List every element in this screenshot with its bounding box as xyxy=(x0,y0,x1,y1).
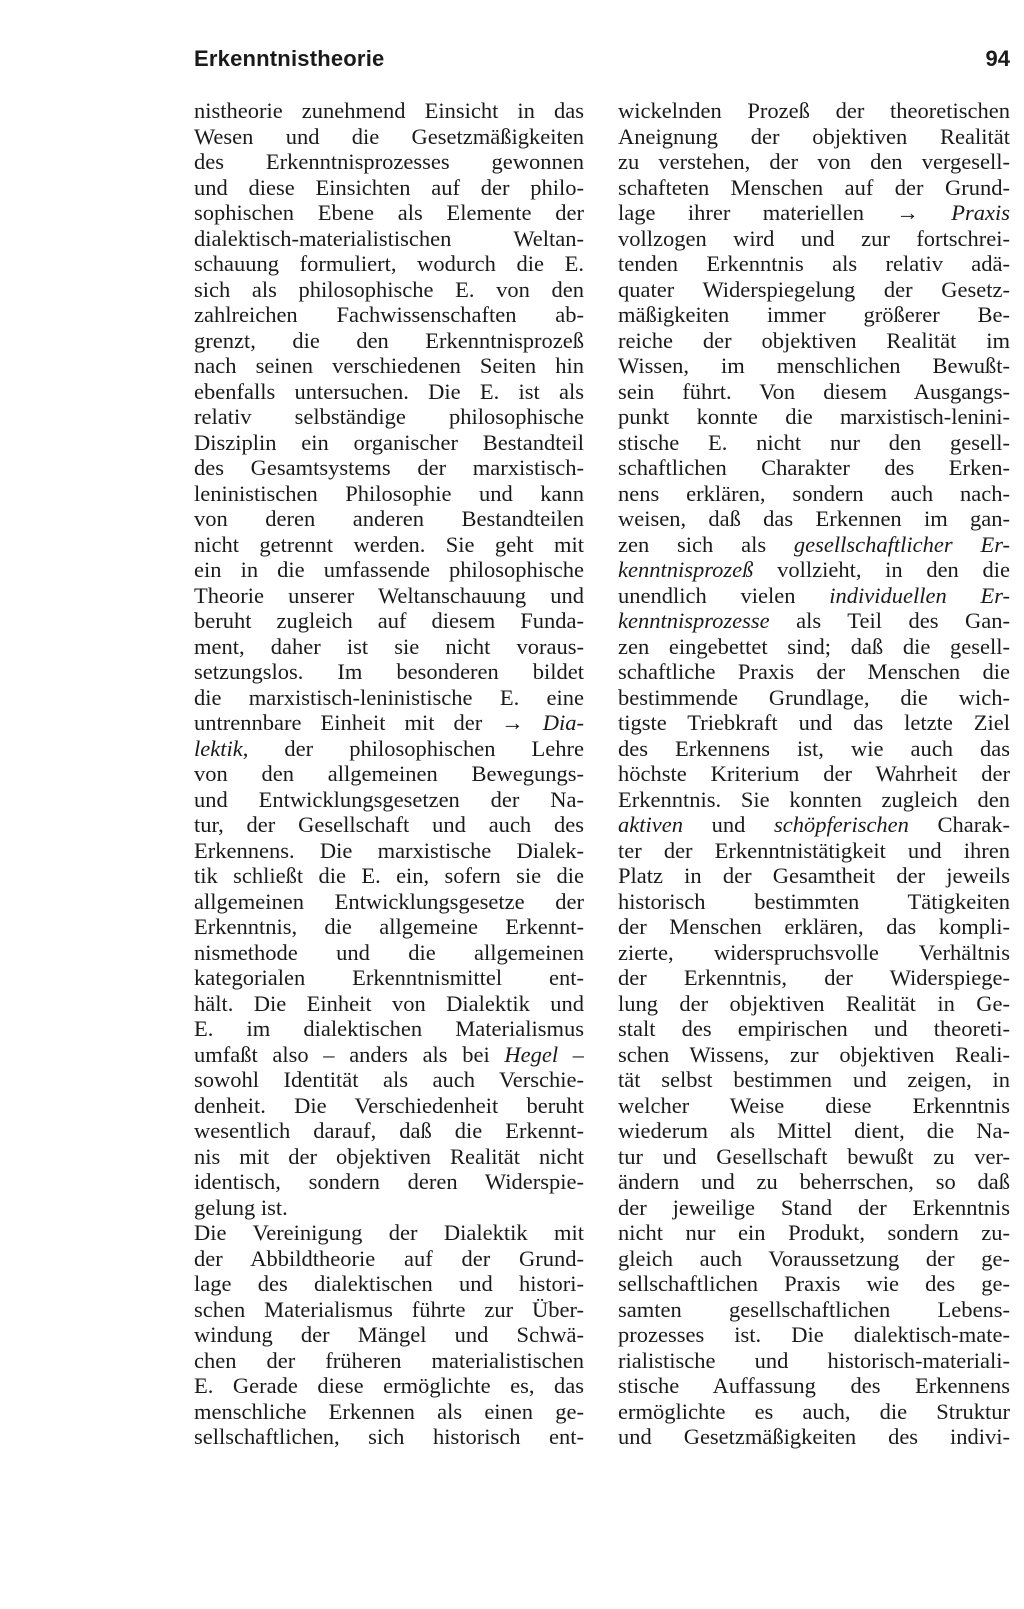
line-text: hält. Die Einheit von Dialektik und xyxy=(194,990,584,1016)
line-text: windung der Mängel und Schwä- xyxy=(194,1322,584,1347)
line-text: und Entwicklungsgesetzen der Na- xyxy=(194,786,584,812)
text-line xyxy=(194,404,584,430)
text-line xyxy=(618,1195,1010,1221)
line-text: kategorialen Erkenntnismittel ent- xyxy=(194,965,584,990)
line-text: wickelnden Prozeß der theoretischen xyxy=(618,98,1010,123)
line-text: samten gesellschaftlichen Lebens- xyxy=(618,1296,1010,1322)
text-line xyxy=(194,965,584,991)
line-text: beruht zugleich auf diesem Funda- xyxy=(194,608,584,633)
line-text: stalt des empirischen und theoreti- xyxy=(618,1016,1010,1041)
text-line xyxy=(194,736,584,762)
text-line xyxy=(618,557,1010,583)
text-line xyxy=(618,1093,1010,1119)
text-line xyxy=(618,761,1010,787)
page-number: 94 xyxy=(985,46,1010,71)
text-line xyxy=(194,1093,584,1119)
text-line xyxy=(618,812,1010,838)
italic-term: Praxis xyxy=(951,200,1010,225)
line-text: der Abbildtheorie auf der Grund- xyxy=(194,1245,584,1271)
italic-term: kenntnisprozesse xyxy=(618,608,770,633)
text-line xyxy=(618,685,1010,711)
line-text: unendlich vielen xyxy=(618,582,830,608)
line-text: chen der früheren materialistischen xyxy=(194,1347,584,1373)
line-text: ermöglichte es auch, die Struktur xyxy=(618,1398,1010,1424)
text-line xyxy=(618,965,1010,991)
line-text: allgemeinen Entwicklungsgesetze der xyxy=(194,888,584,914)
line-text: und diese Einsichten auf der philo- xyxy=(194,174,584,200)
text-line xyxy=(194,430,584,456)
text-line xyxy=(194,710,584,736)
text-line xyxy=(194,1297,584,1323)
text-line xyxy=(618,1271,1010,1297)
text-line xyxy=(618,226,1010,252)
text-line xyxy=(194,940,584,966)
line-text: grenzt, die den Erkenntnisprozeß xyxy=(194,327,584,353)
line-text: Wissen, im menschlichen Bewußt- xyxy=(618,353,1010,378)
italic-term: gesellschaftlicher Er- xyxy=(793,531,1010,557)
line-text: gleich auch Voraussetzung der ge- xyxy=(618,1245,1010,1271)
line-text: Disziplin ein organischer Bestandteil xyxy=(194,429,584,455)
line-text: historisch bestimmten Tätigkeiten xyxy=(618,888,1010,914)
text-line xyxy=(194,481,584,507)
text-line xyxy=(618,940,1010,966)
italic-term: lektik xyxy=(194,735,243,761)
line-text: sophischen Ebene als Elemente der xyxy=(194,200,584,225)
running-head xyxy=(194,46,1010,78)
text-line xyxy=(618,302,1010,328)
line-text: stische Auffassung des Erkennens xyxy=(618,1373,1010,1398)
text-line xyxy=(194,863,584,889)
line-text: tenden Erkenntnis als relativ adä- xyxy=(618,251,1010,276)
text-line xyxy=(194,200,584,226)
line-text: vollzieht, in den die xyxy=(753,557,1010,582)
line-text: identisch, sondern deren Widerspie- xyxy=(194,1169,584,1194)
text-line xyxy=(194,787,584,813)
line-text: denheit. Die Verschiedenheit beruht xyxy=(194,1092,584,1118)
line-text: sein führt. Von diesem Ausgangs- xyxy=(618,378,1010,404)
text-line xyxy=(618,1424,1010,1450)
text-line xyxy=(194,1169,584,1195)
line-text: dialektisch-materialistischen Weltan- xyxy=(194,225,584,251)
line-text: lung der objektiven Realität in Ge- xyxy=(618,990,1010,1016)
italic-term: individuellen Er- xyxy=(829,582,1010,608)
line-text: leninistischen Philosophie und kann xyxy=(194,480,584,506)
text-line xyxy=(618,1042,1010,1068)
text-line xyxy=(194,532,584,558)
line-text: zen eingebettet sind; daß die gesell- xyxy=(618,633,1010,659)
text-line xyxy=(618,608,1010,634)
line-text: von deren anderen Bestandteilen xyxy=(194,506,584,531)
line-text: der jeweilige Stand der Erkenntnis xyxy=(618,1194,1010,1220)
line-text: ment, daher ist sie nicht voraus- xyxy=(194,633,584,659)
text-line xyxy=(194,1118,584,1144)
line-text: – xyxy=(558,1041,584,1067)
right-text-column xyxy=(618,98,1010,1450)
text-line xyxy=(194,583,584,609)
text-line xyxy=(618,889,1010,915)
line-text: E. Gerade diese ermöglichte es, das xyxy=(194,1373,584,1398)
line-text: des Erkenntnisprozesses gewonnen xyxy=(194,149,584,174)
line-text: des Erkennens ist, wie auch das xyxy=(618,735,1010,761)
text-line xyxy=(618,634,1010,660)
line-text: ein in die umfassende philosophische xyxy=(194,557,584,582)
line-text: wesentlich darauf, daß die Erkennt- xyxy=(194,1118,584,1143)
text-line xyxy=(194,1399,584,1425)
text-line xyxy=(194,175,584,201)
text-line xyxy=(618,481,1010,507)
line-text: gelung ist. xyxy=(194,1194,288,1220)
text-line xyxy=(194,1144,584,1170)
text-line xyxy=(618,328,1010,354)
line-text: ter der Erkenntnistätigkeit und ihren xyxy=(618,837,1010,863)
text-line xyxy=(194,1271,584,1297)
line-text: weisen, daß das Erkennen im gan- xyxy=(618,506,1010,531)
text-line xyxy=(618,1016,1010,1042)
line-text: und xyxy=(682,812,774,837)
line-text: ändern und zu beherrschen, so daß xyxy=(618,1169,1010,1194)
line-text: quater Widerspiegelung der Gesetz- xyxy=(618,276,1010,302)
line-text: schen Materialismus führte zur Über- xyxy=(194,1296,584,1322)
text-line xyxy=(618,787,1010,813)
text-line xyxy=(618,583,1010,609)
page-title: Erkenntnistheorie xyxy=(194,46,385,71)
text-line xyxy=(618,736,1010,762)
line-text: tur und Gesellschaft bewußt zu ver- xyxy=(618,1143,1010,1169)
text-line xyxy=(194,1246,584,1272)
text-line xyxy=(618,251,1010,277)
text-line xyxy=(194,455,584,481)
text-line xyxy=(194,914,584,940)
line-text: schafteten Menschen auf der Grund- xyxy=(618,174,1010,200)
line-text: reiche der objektiven Realität im xyxy=(618,327,1010,353)
line-text: Die Vereinigung der Dialektik mit xyxy=(194,1220,584,1245)
text-line xyxy=(618,1399,1010,1425)
text-line xyxy=(618,532,1010,558)
line-text: nicht getrennt werden. Sie geht mit xyxy=(194,531,584,557)
text-line xyxy=(194,379,584,405)
line-text: sellschaftlichen, sich historisch ent- xyxy=(194,1424,584,1449)
text-line xyxy=(618,379,1010,405)
text-line xyxy=(618,124,1010,150)
text-line xyxy=(194,353,584,379)
line-text: Erkenntnis. Sie konnten zugleich den xyxy=(618,786,1010,812)
line-text: Wesen und die Gesetzmäßigkeiten xyxy=(194,123,584,149)
line-text: rialistische und historisch-materiali- xyxy=(618,1347,1010,1373)
text-line xyxy=(618,914,1010,940)
left-text-column xyxy=(194,98,584,1450)
text-line xyxy=(618,659,1010,685)
line-text: von den allgemeinen Bewegungs- xyxy=(194,761,584,786)
text-line xyxy=(194,889,584,915)
line-text: Charak- xyxy=(908,812,1010,837)
italic-term: Dia- xyxy=(542,710,584,735)
text-line xyxy=(618,1297,1010,1323)
text-line xyxy=(194,761,584,787)
text-line xyxy=(194,328,584,354)
text-line xyxy=(618,1067,1010,1093)
line-text: lage des dialektischen und histori- xyxy=(194,1271,584,1296)
line-text: sellschaftlichen Praxis wie des ge- xyxy=(618,1271,1010,1296)
line-text: zahlreichen Fachwissenschaften ab- xyxy=(194,302,584,327)
text-line xyxy=(194,608,584,634)
line-text: nis mit der objektiven Realität nicht xyxy=(194,1143,584,1169)
text-line xyxy=(618,98,1010,124)
text-line xyxy=(618,1322,1010,1348)
text-line xyxy=(194,557,584,583)
line-text: zierte, widerspruchsvolle Verhältnis xyxy=(618,939,1010,965)
text-line xyxy=(618,149,1010,175)
line-text: untrennbare Einheit mit der → xyxy=(194,710,543,735)
text-line xyxy=(618,863,1010,889)
line-text: Platz in der Gesamtheit der jeweils xyxy=(618,863,1010,888)
line-text: E. im dialektischen Materialismus xyxy=(194,1016,584,1041)
text-line xyxy=(194,98,584,124)
line-text: schauung formuliert, wodurch die E. xyxy=(194,251,584,276)
line-text: Theorie unserer Weltanschauung und xyxy=(194,582,584,608)
text-line xyxy=(618,506,1010,532)
text-line xyxy=(194,1373,584,1399)
italic-term: kenntnisprozeß xyxy=(618,557,754,582)
line-text: schaftliche Praxis der Menschen die xyxy=(618,659,1010,684)
line-text: lage ihrer materiellen → xyxy=(618,200,952,225)
text-line xyxy=(194,1424,584,1450)
text-line xyxy=(618,1169,1010,1195)
line-text: nicht nur ein Produkt, sondern zu- xyxy=(618,1220,1010,1245)
line-text: schen Wissens, zur objektiven Reali- xyxy=(618,1041,1010,1067)
text-line xyxy=(618,277,1010,303)
line-text: zu verstehen, der von den vergesell- xyxy=(618,149,1010,174)
line-text: tät selbst bestimmen und zeigen, in xyxy=(618,1067,1010,1092)
text-line xyxy=(618,404,1010,430)
text-line xyxy=(194,812,584,838)
line-text: umfaßt also – anders als bei xyxy=(194,1041,505,1067)
text-line xyxy=(194,634,584,660)
text-line xyxy=(194,251,584,277)
line-text: der Erkenntnis, der Widerspiege- xyxy=(618,965,1010,990)
line-text: nens erklären, sondern auch nach- xyxy=(618,480,1010,506)
text-line xyxy=(618,200,1010,226)
line-text: welcher Weise diese Erkenntnis xyxy=(618,1092,1010,1118)
line-text: sowohl Identität als auch Verschie- xyxy=(194,1067,584,1092)
line-text: prozesses ist. Die dialektisch-mate- xyxy=(618,1322,1010,1347)
line-text: Aneignung der objektiven Realität xyxy=(618,123,1010,149)
line-text: höchste Kriterium der Wahrheit der xyxy=(618,761,1010,786)
text-line xyxy=(618,838,1010,864)
text-line xyxy=(194,1195,584,1221)
text-line xyxy=(194,1042,584,1068)
line-text: tigste Triebkraft und das letzte Ziel xyxy=(618,710,1010,735)
text-line xyxy=(194,1220,584,1246)
text-line xyxy=(194,1322,584,1348)
text-line xyxy=(194,685,584,711)
text-line xyxy=(194,277,584,303)
line-text: nismethode und die allgemeinen xyxy=(194,939,584,965)
text-line xyxy=(194,226,584,252)
text-line xyxy=(194,149,584,175)
text-line xyxy=(194,659,584,685)
line-text: die marxistisch-leninistische E. eine xyxy=(194,684,584,710)
text-line xyxy=(618,1220,1010,1246)
text-line xyxy=(194,838,584,864)
line-text: stische E. nicht nur den gesell- xyxy=(618,429,1010,455)
text-line xyxy=(194,1016,584,1042)
text-line xyxy=(618,1373,1010,1399)
italic-term: schöpferischen xyxy=(773,812,909,837)
line-text: zen sich als xyxy=(618,531,794,557)
italic-term: aktiven xyxy=(618,812,683,837)
text-line xyxy=(194,302,584,328)
line-text: tur, der Gesellschaft und auch des xyxy=(194,812,584,837)
line-text: wiederum als Mittel dient, die Na- xyxy=(618,1118,1010,1143)
text-line xyxy=(618,991,1010,1017)
text-line xyxy=(618,1144,1010,1170)
italic-term: Hegel xyxy=(504,1041,559,1067)
text-line xyxy=(194,1067,584,1093)
line-text: des Gesamtsystems der marxistisch- xyxy=(194,455,584,480)
line-text: der Menschen erklären, das kompli- xyxy=(618,914,1010,939)
line-text: als Teil des Gan- xyxy=(769,608,1010,633)
line-text: bestimmende Grundlage, die wich- xyxy=(618,684,1010,710)
line-text: Erkennens. Die marxistische Dialek- xyxy=(194,837,584,863)
text-line xyxy=(618,455,1010,481)
line-text: relativ selbständige philosophische xyxy=(194,404,584,429)
line-text: tik schließt die E. ein, sofern sie die xyxy=(194,863,584,888)
text-line xyxy=(618,175,1010,201)
line-text: ebenfalls untersuchen. Die E. ist als xyxy=(194,378,584,404)
line-text: vollzogen wird und zur fortschrei- xyxy=(618,225,1010,251)
text-line xyxy=(194,1348,584,1374)
line-text: menschliche Erkennen als einen ge- xyxy=(194,1398,584,1424)
line-text: mäßigkeiten immer größerer Be- xyxy=(618,302,1010,327)
line-text: nistheorie zunehmend Einsicht in das xyxy=(194,98,584,123)
text-line xyxy=(618,1118,1010,1144)
line-text: setzungslos. Im besonderen bildet xyxy=(194,659,584,684)
text-line xyxy=(194,506,584,532)
line-text: punkt konnte die marxistisch-lenini- xyxy=(618,404,1010,429)
text-line xyxy=(618,710,1010,736)
text-line xyxy=(618,1246,1010,1272)
text-line xyxy=(618,353,1010,379)
text-line xyxy=(194,124,584,150)
text-line xyxy=(618,1348,1010,1374)
text-line xyxy=(194,991,584,1017)
line-text: und Gesetzmäßigkeiten des indivi- xyxy=(618,1424,1010,1449)
line-text: Erkenntnis, die allgemeine Erkennt- xyxy=(194,914,584,939)
line-text: schaftlichen Charakter des Erken- xyxy=(618,455,1010,480)
text-line xyxy=(618,430,1010,456)
line-text: nach seinen verschiedenen Seiten hin xyxy=(194,353,584,378)
line-text: , der philosophischen Lehre xyxy=(242,735,584,761)
line-text: sich als philosophische E. von den xyxy=(194,276,584,302)
